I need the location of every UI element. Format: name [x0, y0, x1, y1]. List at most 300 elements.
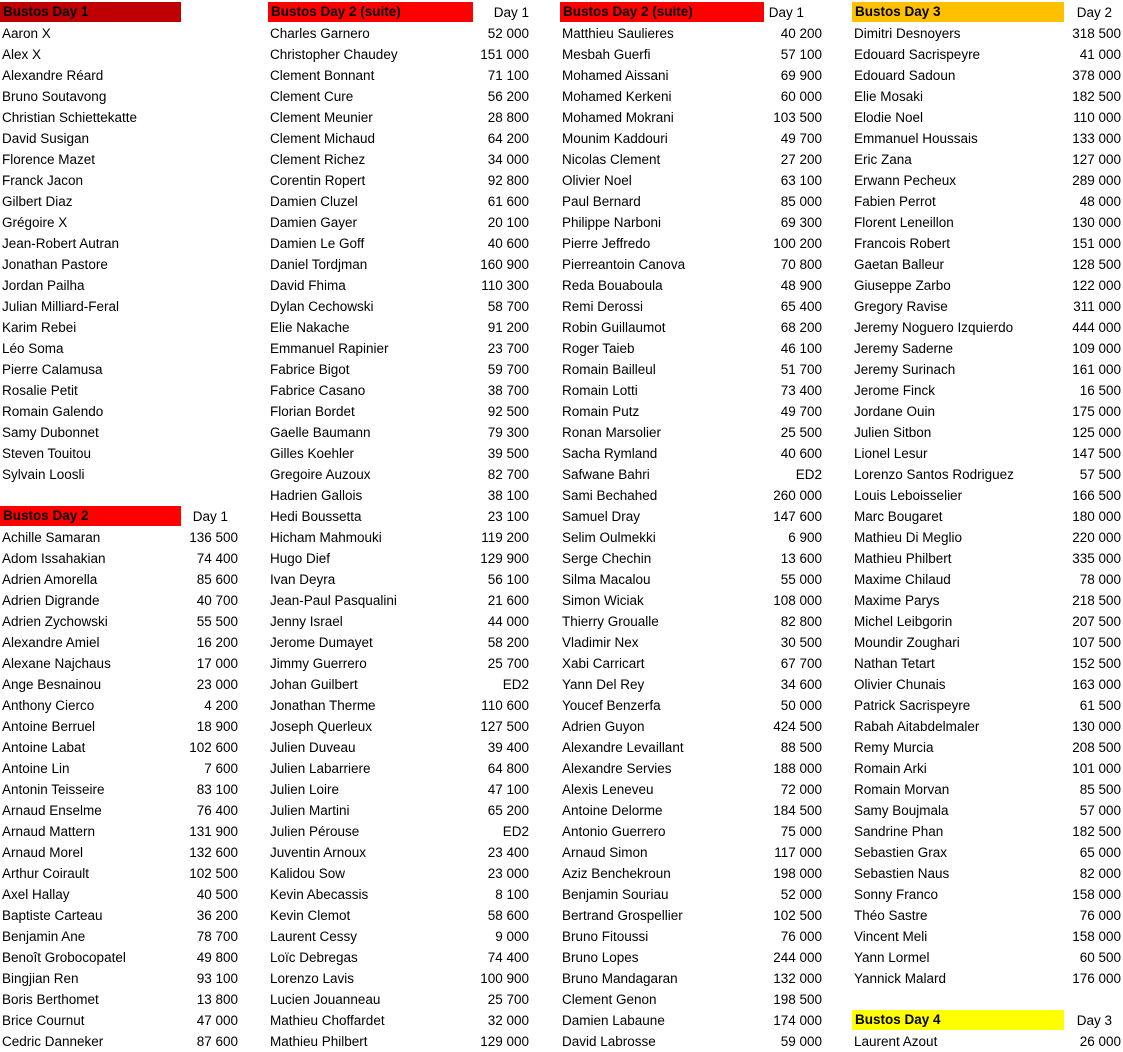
player-name: Sandrine Phan: [854, 824, 944, 839]
chip-count: 166 500: [1072, 488, 1121, 503]
player-name: Eric Zana: [854, 152, 912, 167]
chip-count: 127 000: [1072, 152, 1121, 167]
table-row: [268, 422, 538, 443]
player-name: Kevin Clemot: [270, 908, 351, 923]
player-name: Steven Touitou: [2, 446, 92, 461]
table-row: [560, 632, 830, 653]
chip-count: 7 600: [204, 761, 238, 776]
table-row: [0, 86, 250, 107]
player-name: Marc Bougaret: [854, 509, 943, 524]
chip-count: 93 100: [196, 971, 238, 986]
table-row: [560, 401, 830, 422]
table-row: [560, 44, 830, 65]
player-name: Silma Macalou: [562, 572, 651, 587]
table-row: [560, 800, 830, 821]
player-name: Safwane Bahri: [562, 467, 650, 482]
chip-count: 74 400: [196, 551, 238, 566]
table-row: [560, 716, 830, 737]
table-row: [268, 170, 538, 191]
chip-count: ED2: [795, 467, 822, 482]
table-row: [852, 716, 1123, 737]
player-name: Bruno Soutavong: [2, 89, 107, 104]
chip-count: 82 000: [1079, 866, 1121, 881]
table-row: [0, 821, 250, 842]
table-row: [0, 1031, 250, 1052]
table-row: [852, 926, 1123, 947]
table-row: [268, 86, 538, 107]
chip-count: 50 000: [780, 698, 822, 713]
chip-count: 4 200: [204, 698, 238, 713]
player-name: Jean-Robert Autran: [2, 236, 120, 251]
player-name: Antoine Labat: [2, 740, 86, 755]
player-name: Elie Mosaki: [854, 89, 924, 104]
player-name: Yann Lormel: [854, 950, 930, 965]
player-name: Roger Taieb: [562, 341, 635, 356]
chip-count: 136 500: [189, 530, 238, 545]
table-row: [0, 191, 250, 212]
chip-count: 55 000: [780, 572, 822, 587]
player-name: David Fhima: [270, 278, 346, 293]
table-row: [0, 842, 250, 863]
table-row: [0, 758, 250, 779]
table-row: [852, 170, 1123, 191]
player-name: Robin Guillaumot: [562, 320, 666, 335]
player-name: Hedi Boussetta: [270, 509, 362, 524]
table-row: [852, 674, 1123, 695]
day2-header-row: [0, 506, 250, 527]
player-name: Kalidou Sow: [270, 866, 346, 881]
chip-count: 23 700: [487, 341, 529, 356]
player-name: Jonathan Pastore: [2, 257, 108, 272]
chip-count: 424 500: [773, 719, 822, 734]
table-row: [560, 947, 830, 968]
table-row: [268, 716, 538, 737]
table-row: [560, 86, 830, 107]
player-name: Julien Martini: [270, 803, 350, 818]
player-name: Cedric Danneker: [2, 1034, 104, 1049]
table-row: [852, 443, 1123, 464]
chip-count: 129 000: [480, 1034, 529, 1049]
table-row: [268, 443, 538, 464]
player-name: Jeremy Noguero Izquierdo: [854, 320, 1014, 335]
table-row: [0, 170, 250, 191]
player-name: Sebastien Naus: [854, 866, 950, 881]
chip-count: 48 000: [1079, 194, 1121, 209]
table-row: [560, 863, 830, 884]
chip-count: 119 200: [481, 530, 529, 545]
chip-count: 85 500: [1079, 782, 1121, 797]
day4-header-row: [852, 1010, 1123, 1031]
chip-count: 163 000: [1072, 677, 1121, 692]
chip-count: 52 000: [487, 26, 529, 41]
table-row: [0, 422, 250, 443]
table-row: [560, 653, 830, 674]
table-row: [560, 737, 830, 758]
section-header-bustos-day4: Bustos Day 4: [852, 1010, 1064, 1030]
table-row: [852, 338, 1123, 359]
chip-count: 311 000: [1073, 299, 1121, 314]
spacer-row: [852, 989, 1123, 1010]
chip-count: 28 800: [487, 110, 529, 125]
chip-count: 57 000: [1079, 803, 1121, 818]
chip-count: 122 000: [1072, 278, 1121, 293]
bustos-day2-suite-list: [560, 23, 830, 1052]
chip-count: 70 800: [780, 257, 822, 272]
table-row: [560, 170, 830, 191]
chip-count: 76 000: [1079, 908, 1121, 923]
table-row: [560, 275, 830, 296]
chip-count: 57 100: [780, 47, 822, 62]
table-row: [0, 212, 250, 233]
chip-count: 17 000: [196, 656, 238, 671]
player-name: Matthieu Saulieres: [562, 26, 674, 41]
chip-count: 101 000: [1072, 761, 1121, 776]
chip-count: 56 100: [487, 572, 529, 587]
player-name: Youcef Benzerfa: [562, 698, 661, 713]
chip-count: 23 100: [487, 509, 529, 524]
player-name: Clement Michaud: [270, 131, 376, 146]
player-name: Fabien Perrot: [854, 194, 936, 209]
table-row: [560, 779, 830, 800]
chip-count: 40 200: [780, 26, 822, 41]
player-name: David Susigan: [2, 131, 90, 146]
player-name: Mesbah Guerfi: [562, 47, 651, 62]
chip-count: 289 000: [1072, 173, 1121, 188]
player-name: Aaron X: [2, 26, 51, 41]
table-row: [560, 695, 830, 716]
table-row: [852, 506, 1123, 527]
player-name: Arthur Coirault: [2, 866, 90, 881]
table-row: [0, 107, 250, 128]
player-name: Arnaud Simon: [562, 845, 648, 860]
player-name: Hicham Mahmouki: [270, 530, 382, 545]
chip-count: 92 800: [487, 173, 529, 188]
chip-count: 59 700: [487, 362, 529, 377]
chip-count: 130 000: [1072, 719, 1121, 734]
player-name: Jean-Paul Pasqualini: [270, 593, 397, 608]
player-name: Jeremy Surinach: [854, 362, 956, 377]
player-name: Clement Meunier: [270, 110, 373, 125]
player-name: Mohamed Mokrani: [562, 110, 674, 125]
chip-count: 83 100: [196, 782, 238, 797]
table-row: [560, 590, 830, 611]
player-name: Nathan Tetart: [854, 656, 935, 671]
table-row: [852, 233, 1123, 254]
table-row: [0, 443, 250, 464]
chip-count: 79 300: [487, 425, 529, 440]
chip-count: 147 600: [773, 509, 822, 524]
player-name: Dylan Cechowski: [270, 299, 374, 314]
player-name: Fabrice Bigot: [270, 362, 350, 377]
table-row: [852, 548, 1123, 569]
chip-count: ED2: [502, 824, 529, 839]
player-name: Reda Bouaboula: [562, 278, 663, 293]
chip-count: 158 000: [1072, 929, 1121, 944]
player-name: Brice Cournut: [2, 1013, 85, 1028]
player-name: Adom Issahakian: [2, 551, 106, 566]
bustos-day1-list: [0, 23, 250, 485]
chip-count: 13 800: [196, 992, 238, 1007]
player-name: Christian Schiettekatte: [2, 110, 138, 125]
table-row: [268, 485, 538, 506]
bustos-day2-list: [0, 527, 250, 1052]
table-row: [268, 905, 538, 926]
player-name: Adrien Digrande: [2, 593, 100, 608]
chip-count: 107 500: [1072, 635, 1121, 650]
player-name: Achille Samaran: [2, 530, 101, 545]
day1-header-row: [0, 2, 250, 23]
chip-count: 73 400: [780, 383, 822, 398]
table-row: [268, 632, 538, 653]
player-name: Louis Leboisselier: [854, 488, 963, 503]
table-row: [852, 527, 1123, 548]
player-name: Florian Bordet: [270, 404, 355, 419]
table-row: [0, 233, 250, 254]
player-name: Romain Galendo: [2, 404, 104, 419]
player-name: Sylvain Loosli: [2, 467, 85, 482]
player-name: Lionel Lesur: [854, 446, 928, 461]
player-name: Romain Bailleul: [562, 362, 656, 377]
player-name: Maxime Chilaud: [854, 572, 951, 587]
table-row: [560, 758, 830, 779]
player-name: Francois Robert: [854, 236, 951, 251]
table-row: [0, 653, 250, 674]
player-name: Lorenzo Lavis: [270, 971, 355, 986]
player-name: Jimmy Guerrero: [270, 656, 367, 671]
table-row: [0, 338, 250, 359]
player-name: Alexandre Servies: [562, 761, 672, 776]
chip-count: 444 000: [1072, 320, 1121, 335]
player-name: Antonin Teisseire: [2, 782, 105, 797]
table-row: [560, 527, 830, 548]
table-row: [268, 590, 538, 611]
table-row: [0, 359, 250, 380]
table-row: [852, 65, 1123, 86]
chip-count: 64 200: [487, 131, 529, 146]
table-row: [0, 527, 250, 548]
player-name: Julien Pérouse: [270, 824, 360, 839]
table-row: [560, 296, 830, 317]
chip-count: 58 200: [487, 635, 529, 650]
chip-count: 131 900: [189, 824, 238, 839]
chip-count: 46 100: [780, 341, 822, 356]
player-name: Benjamin Ane: [2, 929, 86, 944]
table-row: [268, 968, 538, 989]
player-name: Yann Del Rey: [562, 677, 645, 692]
chip-count: 47 000: [196, 1013, 238, 1028]
chip-count: 40 500: [196, 887, 238, 902]
player-name: Antoine Berruel: [2, 719, 96, 734]
player-name: Bertrand Grospellier: [562, 908, 683, 923]
table-row: [268, 212, 538, 233]
player-name: Florence Mazet: [2, 152, 96, 167]
chip-count: 61 500: [1079, 698, 1121, 713]
table-row: [268, 254, 538, 275]
table-row: [268, 527, 538, 548]
player-name: Julian Milliard-Feral: [2, 299, 120, 314]
player-name: Elodie Noel: [854, 110, 924, 125]
player-name: Clement Genon: [562, 992, 657, 1007]
chip-count: 8 100: [495, 887, 529, 902]
player-name: Bingjian Ren: [2, 971, 79, 986]
table-row: [560, 674, 830, 695]
chip-count: 65 200: [487, 803, 529, 818]
chip-count: 63 100: [780, 173, 822, 188]
chip-count: 318 500: [1072, 26, 1121, 41]
table-row: [852, 128, 1123, 149]
table-row: [268, 380, 538, 401]
chip-count: 9 000: [495, 929, 529, 944]
player-name: Mathieu Di Meglio: [854, 530, 963, 545]
player-name: Mohamed Kerkeni: [562, 89, 672, 104]
section-header-bustos-day3: Bustos Day 3: [852, 2, 1064, 22]
player-name: Léo Soma: [2, 341, 64, 356]
table-row: [268, 359, 538, 380]
chip-count: 16 200: [196, 635, 238, 650]
table-row: [560, 506, 830, 527]
chip-count: 85 000: [780, 194, 822, 209]
col2-header-row: [268, 2, 538, 23]
player-name: Selim Oulmekki: [562, 530, 656, 545]
player-name: Romain Arki: [854, 761, 927, 776]
player-name: Romain Lotti: [562, 383, 638, 398]
player-name: Rosalie Petit: [2, 383, 78, 398]
player-name: Loïc Debregas: [270, 950, 358, 965]
player-name: Jordan Pailha: [2, 278, 85, 293]
chip-count: 72 000: [780, 782, 822, 797]
chip-count: 151 000: [1072, 236, 1121, 251]
table-row: [852, 149, 1123, 170]
player-name: Mohamed Aissani: [562, 68, 669, 83]
table-row: [560, 1010, 830, 1031]
table-row: [560, 485, 830, 506]
player-name: Daniel Tordjman: [270, 257, 368, 272]
table-row: [560, 464, 830, 485]
table-row: [0, 1010, 250, 1031]
bustos-day2-suite-list: [268, 23, 538, 1052]
table-row: [852, 737, 1123, 758]
bustos-day4-list: [852, 1031, 1123, 1052]
table-row: [0, 380, 250, 401]
table-row: [852, 1031, 1123, 1052]
chip-count: 32 000: [487, 1013, 529, 1028]
col2: [268, 2, 538, 1052]
chip-count: 58 600: [487, 908, 529, 923]
chip-count: 100 200: [773, 236, 822, 251]
player-name: Gregory Ravise: [854, 299, 948, 314]
player-name: Damien Labaune: [562, 1013, 665, 1028]
chip-count: 110 000: [1073, 110, 1121, 125]
table-row: [852, 23, 1123, 44]
table-row: [268, 569, 538, 590]
player-name: Hadrien Gallois: [270, 488, 363, 503]
player-name: Nicolas Clement: [562, 152, 661, 167]
player-name: Fabrice Casano: [270, 383, 366, 398]
chip-count: 87 600: [196, 1034, 238, 1049]
player-name: Ange Besnainou: [2, 677, 102, 692]
table-row: [852, 947, 1123, 968]
table-row: [560, 611, 830, 632]
table-row: [852, 401, 1123, 422]
bustos-day3-list: [852, 23, 1123, 989]
chip-count: 100 900: [480, 971, 529, 986]
chip-count: 85 600: [196, 572, 238, 587]
chip-count: 147 500: [1072, 446, 1121, 461]
table-row: [852, 800, 1123, 821]
day-label: Day 1: [493, 5, 529, 20]
chip-count: 76 400: [196, 803, 238, 818]
chip-count: 103 500: [773, 110, 822, 125]
player-name: Aziz Benchekroun: [562, 866, 671, 881]
table-row: [560, 968, 830, 989]
table-row: [268, 821, 538, 842]
chip-count: 6 900: [788, 530, 822, 545]
chip-count: 39 400: [487, 740, 529, 755]
table-row: [852, 359, 1123, 380]
player-name: Bruno Mandagaran: [562, 971, 678, 986]
col3: [560, 2, 830, 1052]
table-row: [852, 758, 1123, 779]
chip-count: 23 400: [487, 845, 529, 860]
player-name: Sami Bechahed: [562, 488, 658, 503]
chip-count: 65 000: [1079, 845, 1121, 860]
table-row: [268, 1031, 538, 1052]
player-name: Pierre Calamusa: [2, 362, 103, 377]
player-name: Damien Cluzel: [270, 194, 358, 209]
chip-count: 30 500: [780, 635, 822, 650]
table-row: [0, 800, 250, 821]
table-row: [0, 863, 250, 884]
table-row: [852, 905, 1123, 926]
player-name: Xabi Carricart: [562, 656, 645, 671]
chip-count: 82 700: [487, 467, 529, 482]
player-name: Laurent Cessy: [270, 929, 358, 944]
table-row: [852, 695, 1123, 716]
player-name: Samuel Dray: [562, 509, 641, 524]
player-name: Clement Bonnant: [270, 68, 375, 83]
table-row: [852, 317, 1123, 338]
table-row: [852, 590, 1123, 611]
table-row: [268, 401, 538, 422]
chip-count: 71 100: [487, 68, 529, 83]
table-row: [0, 716, 250, 737]
table-row: [0, 884, 250, 905]
table-row: [560, 842, 830, 863]
chip-count: 244 000: [773, 950, 822, 965]
chip-count: 152 500: [1072, 656, 1121, 671]
table-row: [268, 1010, 538, 1031]
chip-count: 25 500: [780, 425, 822, 440]
player-name: Joseph Querleux: [270, 719, 373, 734]
table-row: [560, 884, 830, 905]
table-row: [852, 464, 1123, 485]
player-name: Adrien Zychowski: [2, 614, 108, 629]
table-row: [268, 842, 538, 863]
table-row: [0, 275, 250, 296]
table-row: [560, 380, 830, 401]
table-row: [852, 653, 1123, 674]
player-name: Hugo Dief: [270, 551, 331, 566]
table-row: [268, 107, 538, 128]
chip-count: 23 000: [487, 866, 529, 881]
table-row: [0, 947, 250, 968]
player-name: Benoît Grobocopatel: [2, 950, 126, 965]
table-row: [268, 947, 538, 968]
player-name: Vincent Meli: [854, 929, 928, 944]
table-row: [268, 548, 538, 569]
chip-count: 21 600: [487, 593, 529, 608]
table-row: [0, 569, 250, 590]
